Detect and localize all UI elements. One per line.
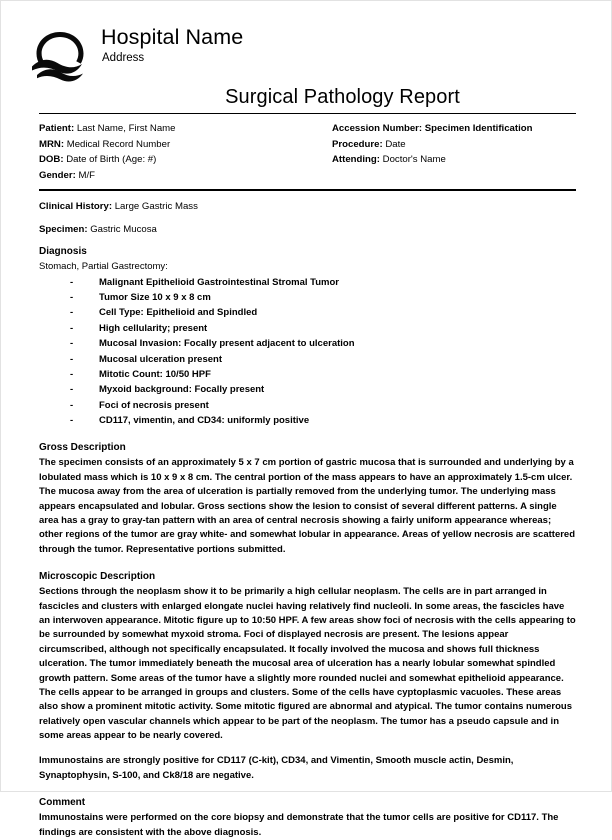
diagnosis-heading: Diagnosis	[39, 245, 87, 257]
report-body	[39, 200, 576, 840]
specimen-value: Gastric Mucosa	[90, 223, 157, 235]
list-item: - Tumor Size 10 x 9 x 8 cm	[70, 290, 576, 305]
field-gender-label: Gender:	[39, 169, 76, 181]
microscopic-description-paragraph-2: Immunostains are strongly positive for CD117 (C-kit), CD34, and Vimentin, Smooth muscle actin, Desmin, Synaptophysin, S-100, and Ck8/18 are negative.	[39, 755, 514, 781]
report-content	[39, 23, 576, 840]
diagnosis-list	[39, 275, 576, 429]
specimen-line	[39, 223, 576, 237]
field-mrn-label: MRN:	[39, 138, 65, 150]
patient-info-block	[39, 121, 576, 183]
clinical-history-line	[39, 200, 576, 214]
field-accession-number	[332, 121, 576, 137]
list-item: - High cellularity; present	[70, 321, 576, 336]
header-divider	[39, 113, 576, 114]
gross-description-text: The specimen consists of an approximately 5 x 7 cm portion of gastric mucosa that is surrounded and underlying by a lobulated mass which is 10 x 9 x 8 cm. The central portion of the mass appears to have an approximately 1.5-cm ulcer. The mucosa away from the area of ulceration is partially removed from the underlying tumor. The underlying mass appears encapsulated and lobular. Gross sections show the lesion to consist of several different patterns. A single area has a gray to gray-tan pattern with an area of central necrosis showing a fairly uniform appearance whereas; other regions of the tumor are gray white- and somewhat lobular in appearance. Areas of yellow necrosis are scattered through the tumor. Representative portions submitted.	[39, 457, 576, 555]
patient-info-right-column	[332, 121, 576, 183]
field-patient	[39, 121, 332, 137]
microscopic-description-heading: Microscopic Description	[39, 571, 156, 583]
comment-text: Immunostains were performed on the core biopsy and demonstrate that the tumor cells are positive for CD117. The findings are consistent with the above diagnosis.	[39, 812, 559, 838]
field-gender-value: M/F	[78, 169, 95, 181]
patient-info-divider	[39, 189, 576, 191]
list-item: - Foci of necrosis present	[70, 398, 576, 413]
list-item: - Malignant Epithelioid Gastrointestinal Stromal Tumor	[70, 275, 576, 290]
comment-heading: Comment	[39, 797, 86, 809]
list-item: - Mucosal Invasion: Focally present adjacent to ulceration	[70, 336, 576, 351]
list-item: - Cell Type: Epithelioid and Spindled	[70, 305, 576, 320]
field-patient-value: Last Name, First Name	[76, 123, 176, 134]
organization-block	[101, 23, 243, 64]
gross-description-heading: Gross Description	[39, 442, 126, 454]
diagnosis-subject: Stomach, Partial Gastrectomy:	[39, 260, 168, 272]
field-attending	[332, 152, 576, 168]
field-patient-label: Patient:	[39, 123, 75, 134]
field-dob	[39, 152, 332, 168]
specimen-label: Specimen:	[39, 223, 88, 235]
list-item: - CD117, vimentin, and CD34: uniformly positive	[70, 413, 576, 428]
field-procedure-value: Date	[385, 138, 406, 150]
field-dob-label: DOB:	[39, 154, 64, 166]
list-item: - Myxoid background: Focally present	[70, 382, 576, 397]
hospital-name: Hospital Name	[101, 25, 244, 49]
patient-info-left-column	[39, 121, 332, 183]
field-accession-number-label: Accession Number:	[332, 123, 423, 134]
field-mrn-value: Medical Record Number	[66, 138, 171, 150]
field-procedure-label: Procedure:	[332, 138, 383, 150]
field-gender	[39, 168, 332, 184]
page-title: Surgical Pathology Report	[225, 86, 460, 108]
field-attending-value: Doctor's Name	[382, 154, 446, 166]
microscopic-description-paragraph-1: Sections through the neoplasm show it to be primarily a high cellular neoplasm. The cells are in part arranged in fascicles and clusters with enlarged elongate nuclei having relatively find nucleoli. In some areas, the fascicles have an interwoven appearance. Mitotic figure up to 10:50 HPF. A few areas show foci of necrosis with the cells appearing to be surrounded by somewhat myxoid stroma. Foci of displayed necrosis are present. The lesions appear circumscribed, although not specifically encapsulated. It focally involved the mucosa and shows full thickness ulceration. The tumor immediately beneath the mucosal area of ulceration has a nearly lobular somewhat spindled growth pattern. Some areas of the tumor have a slightly more rounded nuclei and somewhat epithelioid appearance. The cells appear to be arranged in groups and clusters. Some of the cells have cyptoplasmic vacuoles. These areas also show a prominent mitotic activity. Some mitotic figured are abnormal and atypical. The tumor contains numerous relatively open vascular channels which appear to be part of the neoplasm. The tumor has a pseudo capsule and in some areas appear to be nearly covered.	[39, 586, 576, 742]
list-item: - Mitotic Count: 10/50 HPF	[70, 367, 576, 382]
hospital-address: Address	[102, 51, 145, 64]
clinical-history-value: Large Gastric Mass	[114, 201, 198, 213]
field-accession-number-value: Specimen Identification	[424, 123, 533, 134]
field-attending-label: Attending:	[332, 154, 380, 166]
field-mrn	[39, 137, 332, 153]
sun-wave-logo-icon	[29, 25, 91, 85]
letterhead	[39, 23, 576, 85]
field-procedure	[332, 137, 576, 153]
field-dob-value: Date of Birth (Age: #)	[66, 154, 157, 166]
list-item: - Mucosal ulceration present	[70, 352, 576, 367]
clinical-history-label: Clinical History:	[39, 201, 113, 213]
